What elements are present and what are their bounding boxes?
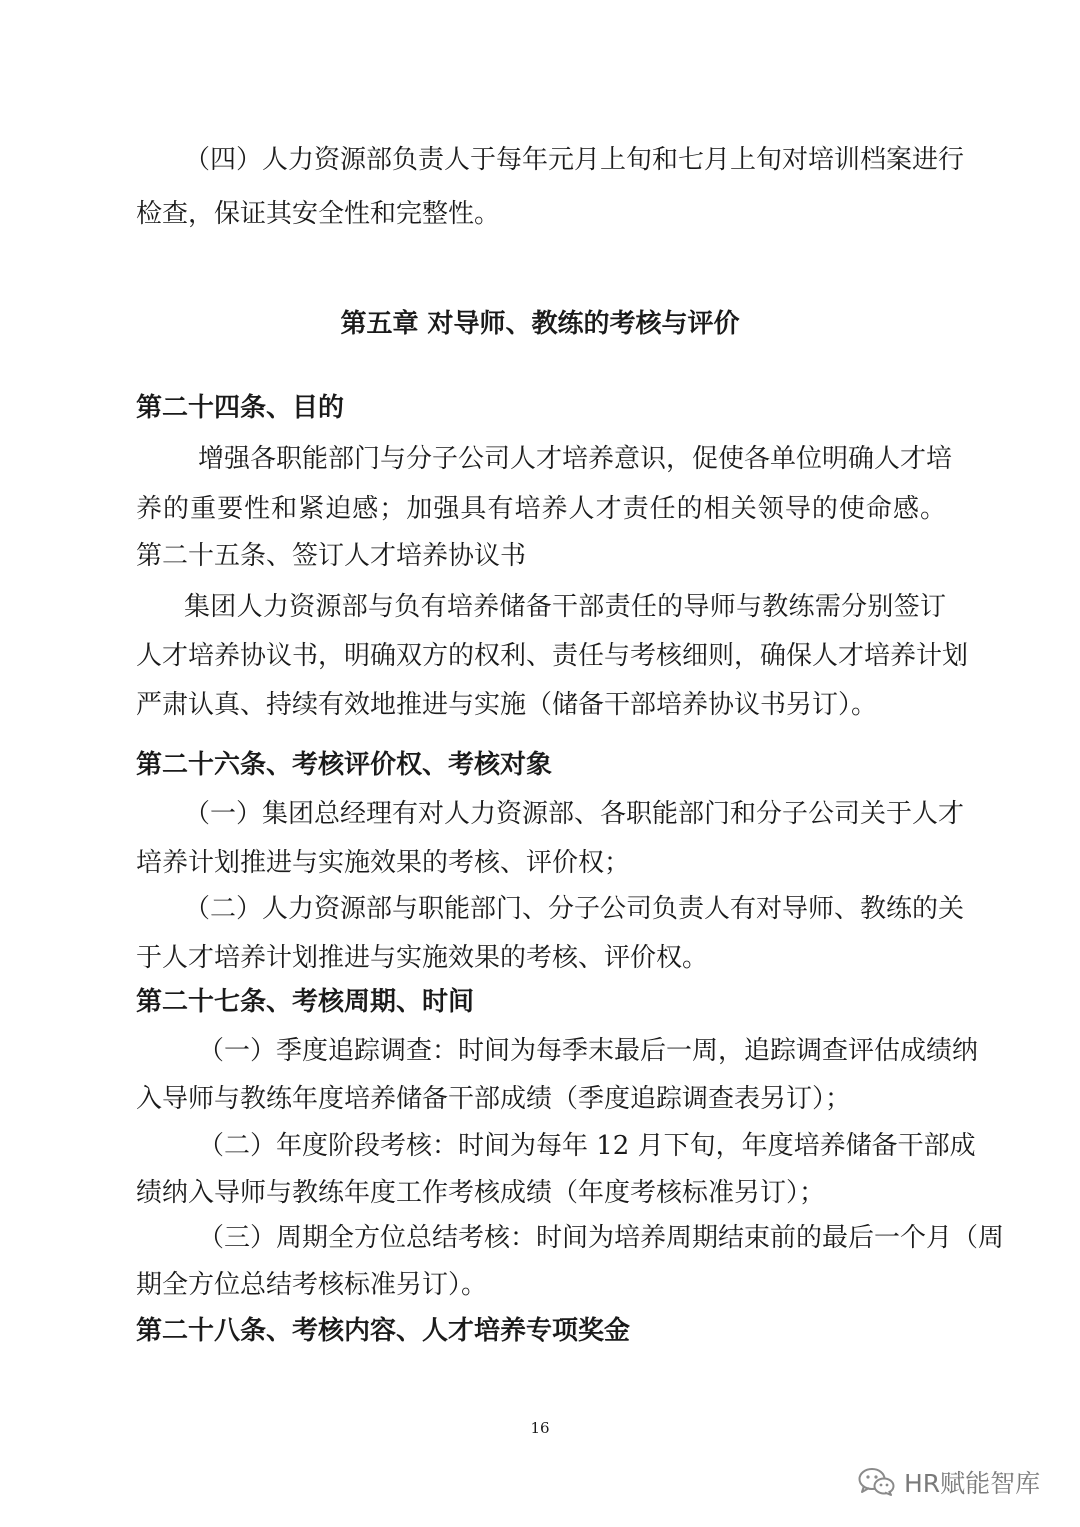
article-heading: 第二十五条、签订人才培养协议书 — [136, 541, 527, 571]
paragraph-line: 检查，保证其安全性和完整性。 — [136, 199, 501, 229]
paragraph-line: 养的重要性和紧迫感；加强具有培养人才责任的相关领导的使命感。 — [136, 494, 946, 524]
paragraph-line: （二）年度阶段考核：时间为每年 12 月下旬，年度培养储备干部成 — [198, 1131, 976, 1161]
paragraph-line: 绩纳入导师与教练年度工作考核成绩（年度考核标准另订）； — [136, 1178, 826, 1208]
paragraph-line: 于人才培养计划推进与实施效果的考核、评价权。 — [136, 943, 709, 973]
article-heading: 第二十七条、考核周期、时间 — [136, 987, 475, 1017]
paragraph-line: （二）人力资源部与职能部门、分子公司负责人有对导师、教练的关 — [184, 894, 965, 924]
chapter-heading: 第五章 对导师、教练的考核与评价 — [340, 309, 740, 339]
paragraph-line: 期全方位总结考核标准另订）。 — [136, 1270, 488, 1300]
paragraph-line: 集团人力资源部与负有培养储备干部责任的导师与教练需分别签订 — [184, 592, 946, 622]
paragraph-line: （一）集团总经理有对人力资源部、各职能部门和分子公司关于人才 — [184, 799, 965, 829]
paragraph-line: （一）季度追踪调查：时间为每季末最后一周，追踪调查评估成绩纳 — [198, 1036, 979, 1066]
page-number: 16 — [530, 1419, 550, 1437]
wechat-icon — [858, 1467, 896, 1501]
watermark-text: HR赋能智库 — [904, 1469, 1041, 1498]
article-heading: 第二十四条、目的 — [136, 393, 345, 423]
paragraph-line: 严肃认真、持续有效地推进与实施（储备干部培养协议书另订）。 — [136, 690, 878, 720]
article-heading: 第二十八条、考核内容、人才培养专项奖金 — [136, 1316, 631, 1346]
article-heading: 第二十六条、考核评价权、考核对象 — [136, 750, 553, 780]
paragraph-line: 人才培养协议书，明确双方的权利、责任与考核细则，确保人才培养计划 — [136, 641, 969, 671]
watermark — [858, 1466, 1040, 1502]
paragraph-line: （四）人力资源部负责人于每年元月上旬和七月上旬对培训档案进行 — [184, 145, 965, 175]
paragraph-line: 增强各职能部门与分子公司人才培养意识，促使各单位明确人才培 — [198, 444, 953, 474]
paragraph-line: 培养计划推进与实施效果的考核、评价权； — [136, 848, 631, 878]
paragraph-line: （三）周期全方位总结考核：时间为培养周期结束前的最后一个月（周 — [198, 1223, 1005, 1253]
paragraph-line: 入导师与教练年度培养储备干部成绩（季度追踪调查表另订）； — [136, 1084, 852, 1114]
